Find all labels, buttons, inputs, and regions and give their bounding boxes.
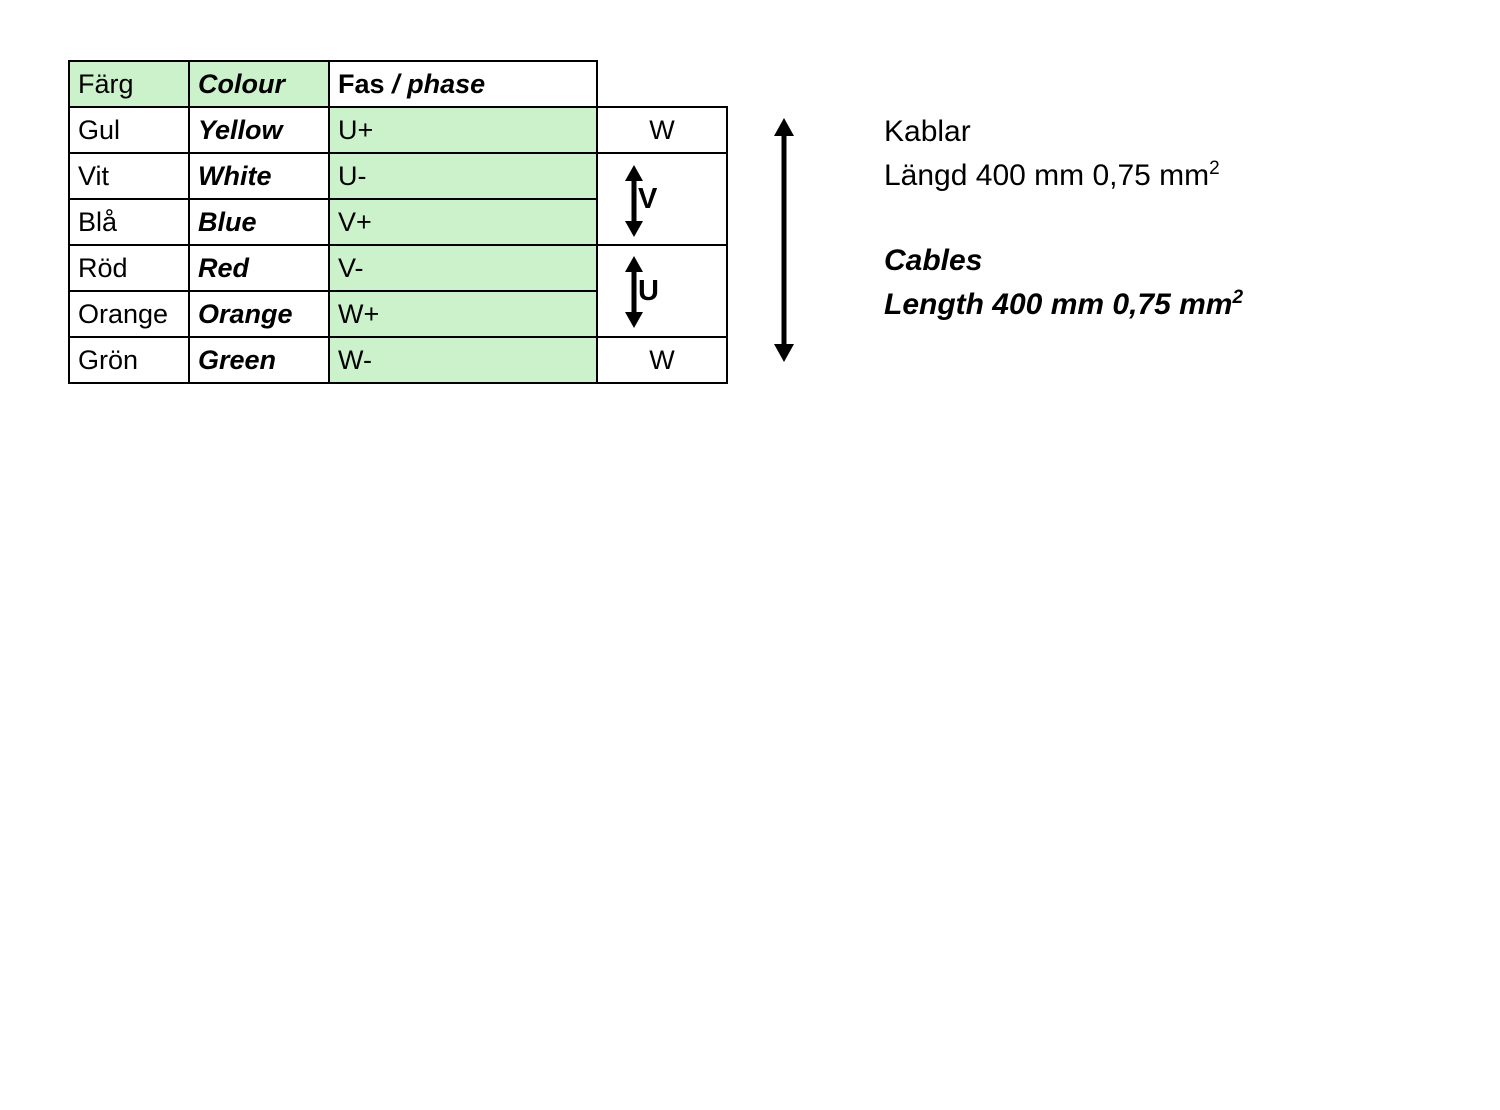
- row-colour-sv: Blå: [69, 199, 189, 245]
- note-en-line2-sup: 2: [1232, 286, 1244, 308]
- row-colour-sv: Vit: [69, 153, 189, 199]
- double-arrow-span-icon: [766, 118, 802, 362]
- header-phase-en: phase: [407, 68, 486, 99]
- row-group: [597, 337, 727, 383]
- wiring-table: [68, 60, 728, 384]
- table-row: [69, 107, 727, 153]
- row-phase: V-: [329, 245, 597, 291]
- note-sv-line2-text: Längd 400 mm 0,75 mm: [884, 158, 1210, 192]
- note-sv-line2: [884, 154, 1243, 198]
- row-phase: W-: [329, 337, 597, 383]
- header-phase-sv: Fas: [338, 68, 385, 99]
- row-colour-sv: Röd: [69, 245, 189, 291]
- header-colour-en: Colour: [189, 61, 329, 107]
- row-colour-en: Orange: [189, 291, 329, 337]
- group-label-v: V: [638, 182, 658, 215]
- note-en-line2-text: Length 400 mm 0,75 mm: [884, 287, 1233, 321]
- header-colour-sv: Färg: [69, 61, 189, 107]
- row-phase: U-: [329, 153, 597, 199]
- group-label-w-bottom: W: [649, 344, 675, 375]
- table-row: [69, 245, 727, 291]
- group-cell-v: [597, 153, 727, 245]
- note-en-line2: [884, 283, 1243, 327]
- group-label-u: U: [638, 274, 659, 307]
- row-colour-en: Blue: [189, 199, 329, 245]
- row-colour-sv: Orange: [69, 291, 189, 337]
- row-phase: U+: [329, 107, 597, 153]
- row-colour-en: White: [189, 153, 329, 199]
- row-phase: V+: [329, 199, 597, 245]
- row-colour-en: Green: [189, 337, 329, 383]
- row-colour-sv: Grön: [69, 337, 189, 383]
- row-colour-en: Yellow: [189, 107, 329, 153]
- table-header-row: [69, 61, 727, 107]
- table-row: [69, 153, 727, 199]
- notes-spacer: [884, 197, 1243, 239]
- header-phase: [329, 61, 597, 107]
- row-colour-sv: Gul: [69, 107, 189, 153]
- notes-block: [884, 110, 1243, 326]
- header-group-blank: [597, 61, 727, 107]
- group-label-w-top: W: [649, 114, 675, 145]
- row-colour-en: Red: [189, 245, 329, 291]
- group-cell-u: [597, 245, 727, 337]
- note-en-line1: Cables: [884, 244, 983, 277]
- row-phase: W+: [329, 291, 597, 337]
- note-sv-line2-sup: 2: [1209, 157, 1220, 179]
- header-phase-sep: /: [392, 68, 400, 99]
- table-row: [69, 337, 727, 383]
- row-group: [597, 107, 727, 153]
- note-sv-line1: Kablar: [884, 115, 971, 148]
